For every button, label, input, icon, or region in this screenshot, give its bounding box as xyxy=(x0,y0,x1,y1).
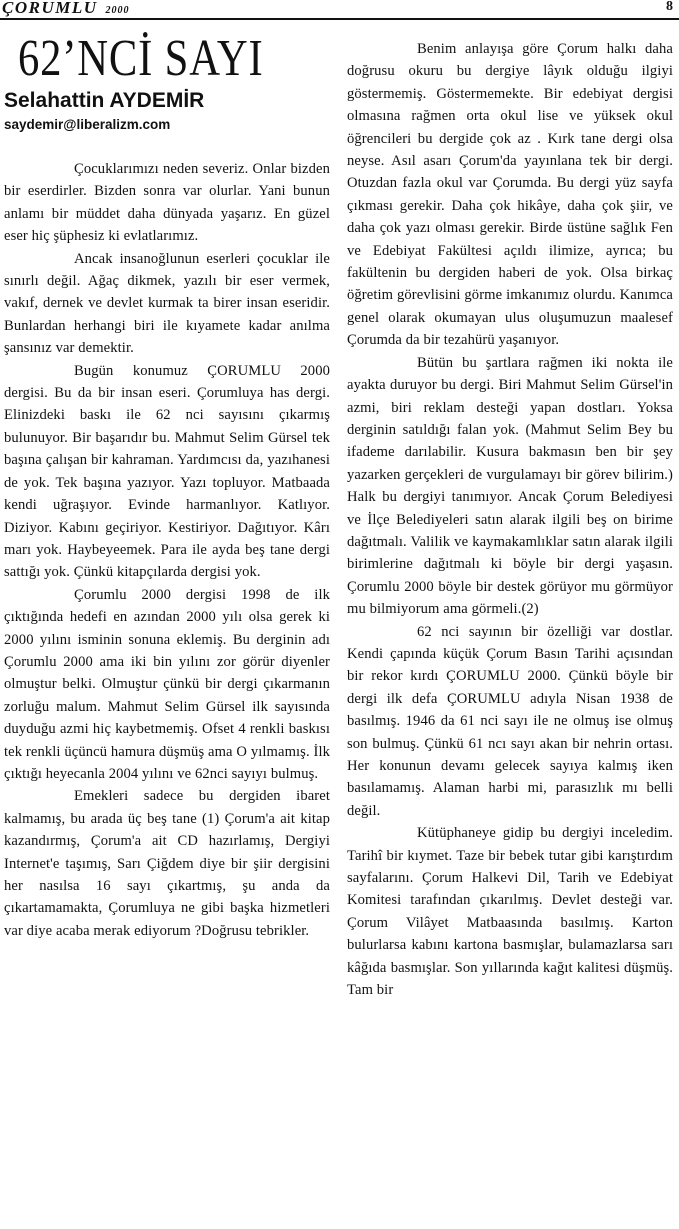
paragraph-8: 62 nci sayının bir özelliği var dostlar. Kendi çapında küçük Çorum Basın Tarihi açısından bir rekor kırdı ÇORUMLU 2000. Çünkü böyle bir dergi ilk defa ÇORUMLU adıyla Nisan 1938 de basılmış. 1946 da 61 nci sayı ile ne olmuş ise olmuş son bulmuş. Çünkü 61 ncı sayı akan bir nehrin ortası. Her konunun devamı gelecek sayıya kalmış iken basılamamış. Alaman harbi mi, parasızlık mı belli değil. xyxy=(347,623,673,819)
article-title: 62’NCİ SAYI xyxy=(18,30,264,87)
left-column xyxy=(4,24,330,942)
paragraph-3: Bugün konumuz ÇORUMLU 2000 dergisi. Bu da bir insan eseri. Çorumluya has dergi. Elinizdeki baskı ile 62 nci sayısını çıkarmış bulunuyor. Bir başarıdır bu. Mahmut Selim Gürsel tek başına çalışan bir kahraman. Yardımcısı da, yazıhanesi de yok. Tek başına yazıyor. Yazı topluyor. Matbaada kendi uğraşıyor. Evinde harmanlıyor. Katlıyor. Diziyor. Kabını geçiriyor. Kestiriyor. Dağıtıyor. Kârı marı yok. Haybeyeemek. Para ile ayda beş tane dergi sattığı yok. Çünkü kitapçılarda dergisi yok. xyxy=(4,362,330,581)
page-number: 8 xyxy=(666,0,673,14)
left-column-body xyxy=(4,158,330,942)
masthead-name: ÇORUMLU xyxy=(2,0,98,17)
paragraph-7: Bütün bu şartlara rağmen iki nokta ile ayakta duruyor bu dergi. Biri Mahmut Selim Gürsel'in azmi, biri reklam desteği yapan dostları. Yoksa derginin satıldığı falan yok. (Mahmut Selim Bey bu ifademe darılabilir. Kusura bakmasın ben bir şey yazarken gerçekleri de vurgulamayı bir görev bilirim.) Halk bu dergiyi tanımıyor. Ancak Çorum Belediyesi ve İlçe Belediyeleri satın alarak ilgili beş on birime dağıtmalı. Valilik ve kaymakamlıklar satın alarak ilgili birimlerine dağıtmalı ki böyle bir dergi yaşasın. Çorumlu 2000 böyle bir destek görüyor mu görmüyor mu bilmiyorum ama görmeli.(2) xyxy=(347,354,673,618)
right-column xyxy=(347,24,673,1001)
article-author: Selahattin AYDEMİR xyxy=(4,89,205,112)
header-rule xyxy=(0,18,679,20)
right-column-body xyxy=(347,38,673,1001)
paragraph-5: Emekleri sadece bu dergiden ibaret kalmamış, bu arada üç beş tane (1) Çorum'a ait kitap kazandırmış, Çorum'a ait CD hazırlamış, Dergiyi Internet'e taşımış, Sarı Çiğdem diye bir şiir dergisini her nasılsa 16 sayı çıkartmış, şu anda da çıkartamamakta, Çorumluya ne gibi başka hizmetleri var diye acaba merak ediyorum ?Doğrusu tebrikler. xyxy=(4,788,330,939)
paragraph-4: Çorumlu 2000 dergisi 1998 de ilk çıktığında hedefi en azından 2000 yılı olsa gerek ki 2000 yılını isminin sonuna eklemiş. Bu derginin adı Çorumlu 2000 ama iki bin yılını zor görür diyenler olmuştur belki. Olmuştur çünkü bir dergi çıkarmanın zorluğu malum. Mahmut Selim Gürsel ilk sayısında duyduğu azmi hiç kaybetmemiş. Ofset 4 renkli baskısı tek renkli üçüncü hamura düşmüş ama O yılmamış. İlk çıktığı heyecanla 2004 yılını ve 62nci sayıyı bulmuş. xyxy=(4,586,330,782)
masthead xyxy=(2,0,130,18)
paragraph-9: Kütüphaneye gidip bu dergiyi inceledim. Tarihî bir kıymet. Taze bir bebek tutar gibi karıştırdım sayfalarını. Çorum Halkevi Dil, Tarih ve Edebiyat Komitesi tarafından çıkarılmış. Devlet desteği var. Çorum Vilâyet Matbaasında basılmış. Karton bulurlarsa kabını kartona basmışlar, bulamazlarsa sarı kâğıda basmışlar. Son yıllarında kağıt kalitesi düşmüş. Tam bir xyxy=(347,825,673,999)
page-header xyxy=(0,0,679,22)
masthead-year: 2000 xyxy=(105,5,130,16)
paragraph-1: Çocuklarımızı neden severiz. Onlar bizden bir eserdirler. Bizden sonra var olurlar. Yani bunun anlamı bir müddet daha dünyada yaşarız. En güzel eser hiç şüphesiz ki evlatlarımız. xyxy=(4,161,330,245)
author-email: saydemir@liberalizm.com xyxy=(4,117,171,132)
paragraph-6: Benim anlayışa göre Çorum halkı daha doğrusu okuru bu dergiye lâyık olduğu ilgiyi göstermemiş. Göstermemekte. Bir edebiyat dergisi olmasına rağmen orta okul lise ve yüksek okul öğrencileri bu dergide çok az . Kırk tane dergi olsa neyse. Asıl asarı Çorum'da yayınlana tek bir dergi. Otuzdan fazla okul var Çorumda. Bu dergi yüz sayfa çıkması gerekir. Daha çok hikâye, daha çok şiir, ve daha çok yazı olması gerekir. Birde üstüne sağlık Fen ve Edebiyat Fakültesi açıldı ilimize, ayrıca; bu fakültenin bu dergiden haberi de yok. Olsa birkaç öğretim görevlisini görme imkanımız olurdu. Kanımca genel olarak okumayan ulus oluşumuzun maalesef Çorumda da bir tezahürü yaşanıyor. xyxy=(347,41,673,349)
paragraph-2: Ancak insanoğlunun eserleri çocuklar ile sınırlı değil. Ağaç dikmek, yazılı bir eser vermek, vakıf, dernek ve devlet kurmak ta birer insan eseridir. Bunlardan herhangi biri ile kıyamete kadar anılma şansınız var demektir. xyxy=(4,250,330,357)
